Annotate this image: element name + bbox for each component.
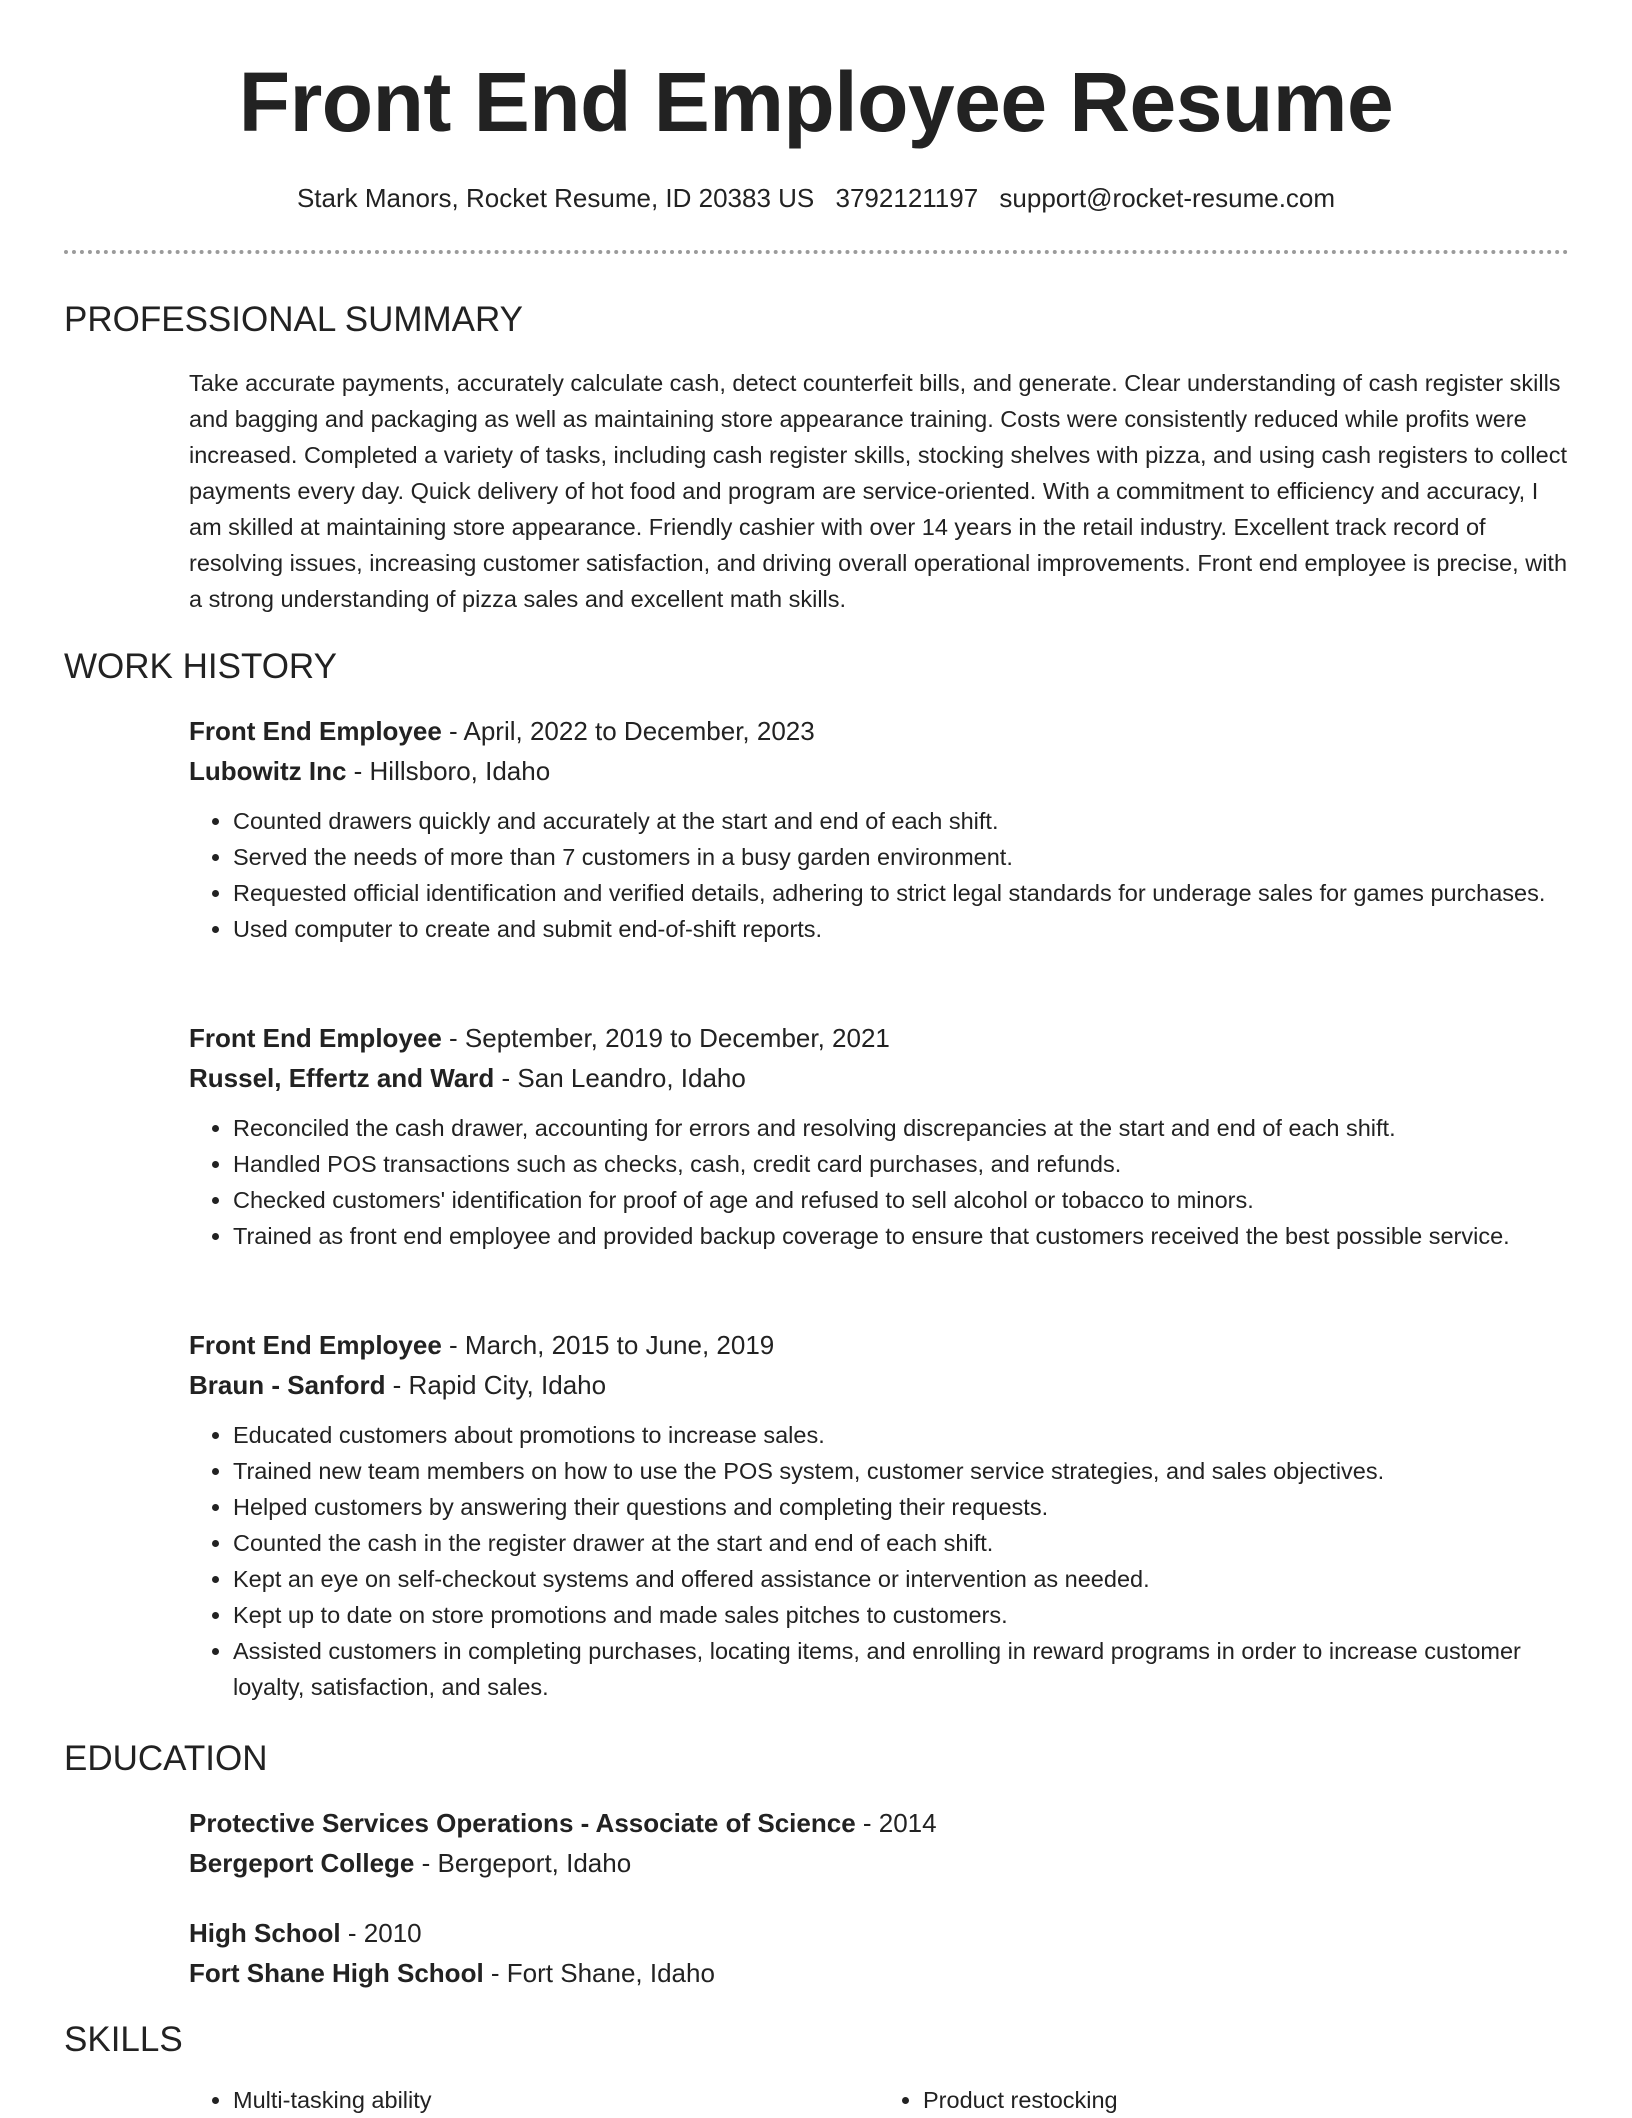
summary-text: Take accurate payments, accurately calculate cash, detect counterfeit bills, and generate. Clear understanding of cash register skills and bagging and packaging as well as maintaining store appearance training. Costs were consistently reduced while profits were increased. Completed a variety of tasks, including cash register skills, stocking shelves with pizza, and using cash registers to collect payments every day. Quick delivery of hot food and program are service-oriented. With a commitment to efficiency and accuracy, I am skilled at maintaining store appearance. Friendly cashier with over 14 years in the retail industry. Excellent track record of resolving issues, increasing customer satisfaction, and driving overall operational improvements. Front end employee is precise, with a strong understanding of pizza sales and excellent math skills. — [189, 370, 1568, 612]
job-location: - Rapid City, Idaho — [385, 1370, 607, 1400]
skill-item: • Product restocking — [923, 2082, 1569, 2118]
job-company-line — [189, 1058, 1569, 1098]
job-title-line — [189, 1018, 1569, 1058]
section-title-work-history: WORK HISTORY — [64, 647, 337, 686]
job-bullet: • Educated customers about promotions to increase sales. — [233, 1417, 1569, 1453]
job-title-line — [189, 1325, 1569, 1365]
job-bullet: • Checked customers' identification for proof of age and refused to sell alcohol or tobacco to minors. — [233, 1182, 1569, 1218]
job-bullet: • Counted drawers quickly and accurately at the start and end of each shift. — [233, 803, 1569, 839]
section-title-summary: PROFESSIONAL SUMMARY — [64, 300, 523, 339]
job-company-line — [189, 1365, 1569, 1405]
education-entry — [189, 1913, 1569, 1993]
job-bullets — [189, 1417, 1569, 1705]
job-bullet: • Assisted customers in completing purchases, locating items, and enrolling in reward programs in order to increase customer loyalty, satisfaction, and sales. — [233, 1633, 1569, 1705]
education-year: - 2010 — [340, 1918, 422, 1948]
contact-line — [0, 182, 1632, 214]
education-location: - Fort Shane, Idaho — [483, 1958, 715, 1988]
job-bullet: • Requested official identification and verified details, adhering to strict legal standards for underage sales for games purchases. — [233, 875, 1569, 911]
job-location: - Hillsboro, Idaho — [346, 756, 551, 786]
job-bullet: • Trained as front end employee and provided backup coverage to ensure that customers received the best possible service. — [233, 1218, 1569, 1254]
education-school-line — [189, 1953, 1569, 1993]
job-bullet: • Trained new team members on how to use the POS system, customer service strategies, and sales objectives. — [233, 1453, 1569, 1489]
job-title: Front End Employee — [189, 1023, 442, 1053]
education-degree: High School — [189, 1918, 341, 1948]
contact-address: Stark Manors, Rocket Resume, ID 20383 US — [296, 183, 815, 213]
header-divider — [64, 250, 1569, 254]
job-location: - San Leandro, Idaho — [494, 1063, 746, 1093]
education-degree-line — [189, 1913, 1569, 1953]
job-dates: - March, 2015 to June, 2019 — [441, 1330, 775, 1360]
education-school: Fort Shane High School — [189, 1958, 484, 1988]
resume-name: Front End Employee Resume — [238, 55, 1394, 149]
job-entry — [189, 711, 1569, 947]
section-title-education: EDUCATION — [64, 1739, 268, 1778]
skills-column-left — [189, 2082, 879, 2118]
education-school-line — [189, 1843, 1569, 1883]
job-bullet: • Kept an eye on self-checkout systems and offered assistance or intervention as needed. — [233, 1561, 1569, 1597]
job-dates: - September, 2019 to December, 2021 — [441, 1023, 890, 1053]
education-degree: Protective Services Operations - Associate of Science — [189, 1808, 856, 1838]
education-degree-line — [189, 1803, 1569, 1843]
job-bullet: • Used computer to create and submit end-of-shift reports. — [233, 911, 1569, 947]
job-bullet: • Handled POS transactions such as checks, cash, credit card purchases, and refunds. — [233, 1146, 1569, 1182]
job-company-line — [189, 751, 1569, 791]
job-bullet: • Counted the cash in the register drawer at the start and end of each shift. — [233, 1525, 1569, 1561]
job-dates: - April, 2022 to December, 2023 — [441, 716, 815, 746]
job-bullets — [189, 1110, 1569, 1254]
job-bullet: • Served the needs of more than 7 customers in a busy garden environment. — [233, 839, 1569, 875]
education-entry — [189, 1803, 1569, 1883]
skill-item: • Multi-tasking ability — [233, 2082, 879, 2118]
job-company: Lubowitz Inc — [189, 756, 347, 786]
job-title: Front End Employee — [189, 716, 442, 746]
section-title-skills: SKILLS — [64, 2020, 183, 2059]
skills-list — [189, 2082, 1569, 2118]
job-title: Front End Employee — [189, 1330, 442, 1360]
contact-email: support@rocket-resume.com — [999, 183, 1336, 213]
job-entry — [189, 1325, 1569, 1705]
job-bullet: • Kept up to date on store promotions and made sales pitches to customers. — [233, 1597, 1569, 1633]
education-school: Bergeport College — [189, 1848, 415, 1878]
education-location: - Bergeport, Idaho — [414, 1848, 632, 1878]
job-entry — [189, 1018, 1569, 1254]
skills-column-right — [879, 2082, 1569, 2118]
job-bullet: • Reconciled the cash drawer, accounting for errors and resolving discrepancies at the start and end of each shift. — [233, 1110, 1569, 1146]
job-title-line — [189, 711, 1569, 751]
contact-phone: 3792121197 — [835, 183, 979, 213]
job-company: Braun - Sanford — [189, 1370, 386, 1400]
job-bullets — [189, 803, 1569, 947]
education-year: - 2014 — [855, 1808, 937, 1838]
job-bullet: • Helped customers by answering their questions and completing their requests. — [233, 1489, 1569, 1525]
job-company: Russel, Effertz and Ward — [189, 1063, 495, 1093]
summary-block — [189, 365, 1569, 617]
